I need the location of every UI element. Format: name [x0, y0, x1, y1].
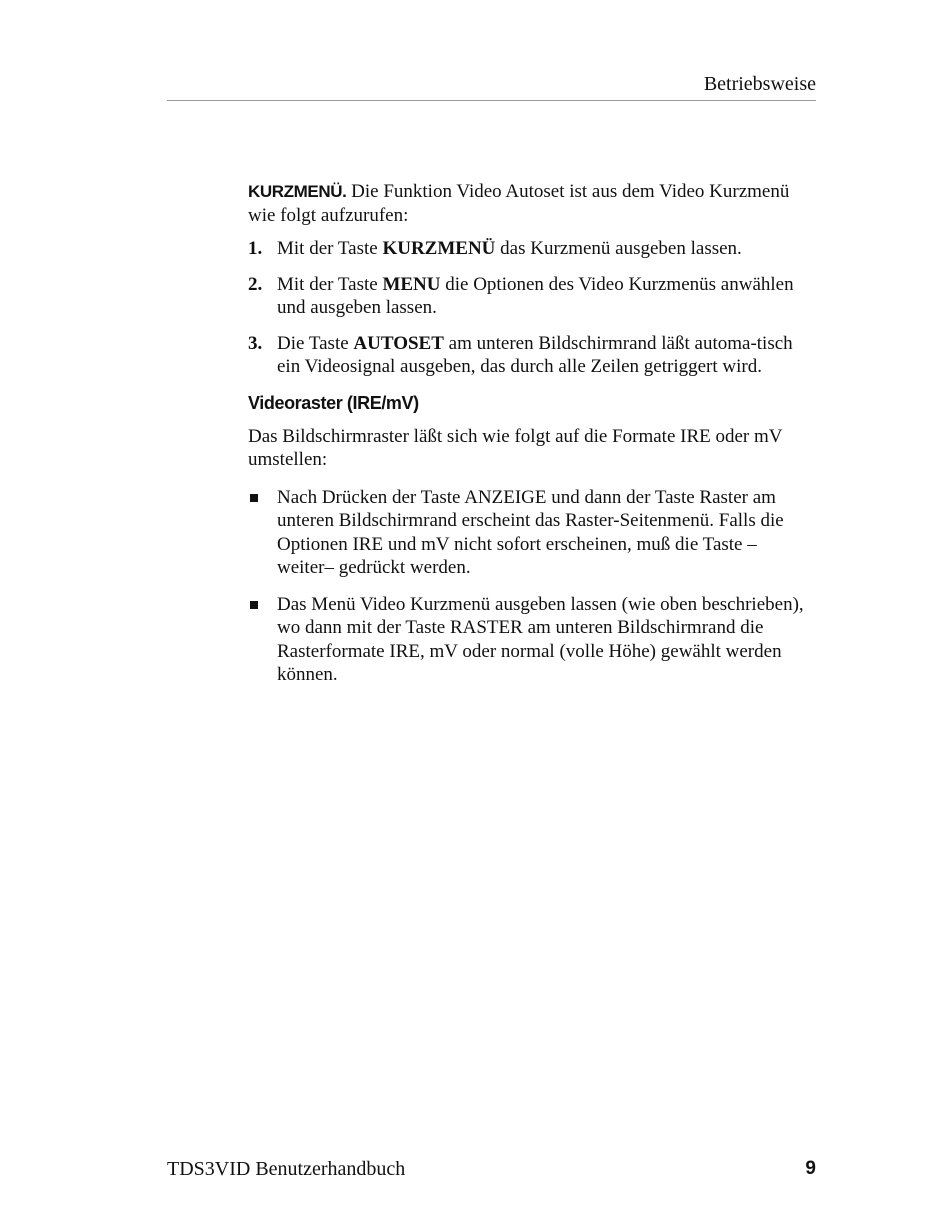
square-bullet-icon [250, 494, 258, 502]
step-item [248, 273, 813, 320]
header-title: Betriebsweise [703, 73, 816, 95]
step-number: 3. [248, 332, 263, 354]
step-text-pre: Mit der Taste [277, 238, 383, 259]
intro-paragraph [248, 180, 813, 227]
step-text-post: am unteren Bildschirmrand läßt automa-tisch ein Videosignal ausgeben, das durch alle Zeilen getriggert wird. [277, 332, 793, 377]
step-number: 1. [248, 238, 263, 259]
step-text-post: das Kurzmenü ausgeben lassen. [495, 238, 742, 259]
bullet-item [248, 486, 813, 580]
step-text-pre: Die Taste [277, 332, 354, 354]
section-paragraph: Das Bildschirmraster läßt sich wie folgt auf die Formate IRE oder mV umstellen: [248, 425, 783, 470]
page-number: 9 [805, 1158, 816, 1179]
bullet-text: Nach Drücken der Taste ANZEIGE und dann der Taste Raster am unteren Bildschirmrand erscheint das Raster-Seitenmenü. Falls die Optionen IRE und mV nicht sofort erscheinen, muß die Taste –weiter– gedrückt werden. [277, 486, 784, 578]
square-bullet-icon [250, 601, 258, 609]
bullet-text: Das Menü Video Kurzmenü ausgeben lassen (wie oben beschrieben), wo dann mit der Taste RASTER am unteren Bildschirmrand die Rasterformate IRE, mV oder normal (volle Höhe) gewählt werden können. [277, 593, 804, 685]
intro-text: Die Funktion Video Autoset ist aus dem Video Kurzmenü wie folgt aufzurufen: [248, 181, 790, 226]
step-text-pre: Mit der Taste [277, 273, 383, 295]
bullet-item [248, 593, 813, 687]
step-text-post: die Optionen des Video Kurzmenüs anwählen und ausgeben lassen. [277, 273, 794, 318]
step-item [248, 237, 813, 261]
main-content [248, 180, 813, 700]
page-header [167, 72, 816, 101]
step-key: MENU [382, 273, 441, 295]
step-number: 2. [248, 273, 263, 295]
step-key: KURZMENÜ [382, 238, 496, 259]
section-heading: Videoraster (IRE/mV) [248, 392, 419, 413]
footer-manual-title: TDS3VID Benutzerhandbuch [167, 1158, 406, 1180]
step-key: AUTOSET [353, 332, 444, 354]
intro-label: KURZMENÜ. [248, 182, 347, 201]
step-item [248, 332, 813, 379]
steps-list [248, 237, 813, 379]
bullet-list [248, 486, 813, 687]
